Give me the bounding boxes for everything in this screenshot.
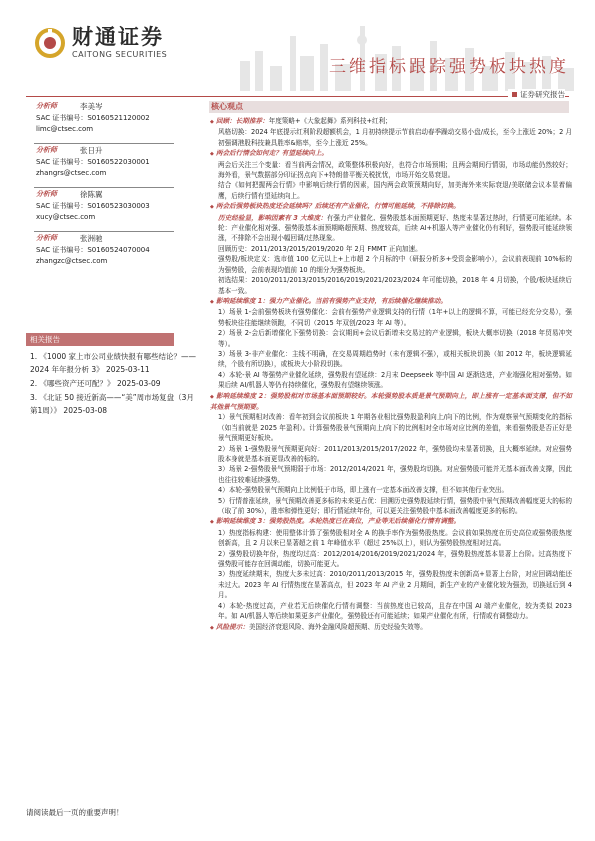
- diamond-bullet-icon: ◆: [210, 519, 214, 526]
- related-report-title[interactable]: 1. 《1000 家上市公司业绩快报有哪些结论？——2024 年年报分析 3》: [30, 352, 197, 374]
- analyst-card: [34, 100, 174, 143]
- analyst-card: [34, 231, 174, 275]
- core-view-paragraph: [210, 349, 572, 370]
- related-reports-heading: 相关报告: [26, 333, 174, 346]
- analyst-cert: SAC 证书编号：S0160522030001: [36, 158, 150, 166]
- para-highlight: 风险提示：: [215, 622, 249, 631]
- para-text: 2）场景 1-强势股景气预期更向好：2011/2013/2015/2017/2022 年，强势股均未显著切换，且大概率延续。对应强势股本身就是基本面更显改善的标的。: [218, 444, 572, 463]
- core-view-paragraph: [210, 296, 572, 307]
- analyst-name: 李美岑: [80, 102, 103, 111]
- core-view-paragraph: [210, 391, 572, 413]
- analyst-email[interactable]: xucy@ctsec.com: [36, 213, 96, 221]
- core-view-paragraph: [210, 622, 572, 633]
- logo-text-en: CAITONG SECURITIES: [72, 50, 168, 59]
- para-text: 美国经济衰退风险、海外金融风险超预期、历史经验失效等。: [248, 622, 427, 631]
- related-report-date: 2025-03-09: [116, 379, 161, 388]
- diamond-bullet-icon: ◆: [210, 204, 214, 211]
- core-view-paragraph: [210, 464, 572, 485]
- core-view-paragraph: [210, 254, 572, 275]
- para-text: 年度策略+《大象起舞》系列科技+红利；: [268, 117, 392, 125]
- logo-icon: [34, 27, 66, 59]
- para-text: 有强力产业催化、强势股基本面预期更好、热度未显著过热时，行情更可能延续。本轮：产业催化相对强、强势股基本面预期略超预期、热度较高，后续 AI+机器人等产业催化仍有利好，强势股可能延续领涨，不排除不会出现小幅回调/过热现象。: [218, 213, 573, 243]
- core-view-paragraph: [210, 160, 572, 181]
- core-view-paragraph: [210, 148, 572, 159]
- diamond-bullet-icon: ◆: [210, 151, 214, 158]
- para-text: 结合《如何把握两会行情》中影响后续行情的因素，国内两会政策预期向好，加美海外来实际衰退/美联储会议本显着偏鹰，后续行情有望延续向上。: [218, 181, 572, 200]
- analyst-name: 张日升: [80, 146, 103, 155]
- analyst-card: [34, 187, 174, 231]
- para-highlight: 历史经验显，影响因素有 3 大维度：: [218, 213, 327, 222]
- analyst-cert: SAC 证书编号：S0160521120002: [36, 114, 150, 122]
- para-text: 5）行情普涨延续，景气预期改善更多标的未来更占优：回溯历史强势股延续行情，强势股中景气预期改善幅度更大的标的（取了前 30%），胜率和弹性更好；即行情延续年份，可以更关注强势股中基本面改善幅度更多的标的。: [218, 496, 572, 516]
- related-report-date: 2025-03-08: [63, 406, 108, 415]
- core-view-paragraph: [210, 444, 572, 465]
- core-view-paragraph: [210, 307, 572, 328]
- related-report-title[interactable]: 2. 《哪些资产还可配？》: [30, 379, 115, 388]
- para-text: 初选结果：2010/2011/2013/2015/2016/2019/2021/2023/2024 年可能切换，2018 年 4 月切换，个股/板块延续后基本一致。: [218, 276, 572, 295]
- diamond-bullet-icon: ◆: [210, 119, 214, 125]
- diamond-bullet-icon: ◆: [210, 393, 214, 400]
- core-view-body: [210, 116, 572, 633]
- core-view-paragraph: [210, 244, 572, 254]
- related-report-date: 2025-03-11: [106, 365, 150, 374]
- core-view-heading-bar: [209, 101, 569, 113]
- para-highlight: 影响延续维度 1：强力产业催化。当前有强势产业支持，有后续催化继续推动。: [215, 296, 447, 305]
- related-report-item[interactable]: [30, 391, 200, 417]
- square-bullet-icon: [512, 92, 517, 97]
- analyst-list: [34, 100, 174, 275]
- para-lead: 回顾：: [215, 117, 236, 125]
- para-highlight: 两会后强势板块热度还会延续吗？后续还有产业催化，行情可能延续，不排除切换。: [215, 202, 460, 211]
- core-view-paragraph: [210, 496, 572, 517]
- diamond-bullet-icon: ◆: [210, 624, 214, 631]
- para-text: 两会后关注三个变量：看当前两会情况，政策整体积极向好，也符合市场预期；且两会期间行情弱，市场动能仍然较好；海外看，景气数据部分印证拐点向下+特朗普平衡关税扰忧，市场开始交易衰退。: [218, 160, 572, 180]
- core-view-paragraph: [210, 412, 572, 443]
- analyst-email[interactable]: limc@ctsec.com: [36, 125, 94, 133]
- para-text: 1）景气预期相对改善：看年初到会议前板块 1 年期各业相比强势股盈利向上/向下的比例，作为观察景气预期变化的指标（如当前就是 2025 年盈利）。计算强势股景气预期向上/向下的比例相对全市场对应比例的差值，来看强势股是否正好是景气预期更好板块。: [218, 413, 572, 443]
- disclaimer-note: 请阅读最后一页的重要声明！: [26, 808, 124, 817]
- core-view-paragraph: [210, 201, 572, 212]
- para-text: 4）本轮-景 AI 等强势产业催化延续，强势股有望延续：2月末 Deepseek 等中国 AI 逐渐迭进，产业端强化相对强势。如果后续 AI/机器人等仍有持续催化，强势股有望继续领涨。: [218, 370, 572, 390]
- para-text: 2）场景 2-会后新增催化下强势切换：会议期间+会议后新增未交易过的产业逻辑，板块大概率切换（2018 年贸易冲突等）。: [218, 329, 572, 348]
- analyst-email[interactable]: zhangzc@ctsec.com: [36, 257, 108, 265]
- para-text: 3）热度延续期末，热度大多未过高：2010/2011/2013/2015 年，强势股热度未创新高+显著上台阶，对应回调动能还未过大。2023 年 AI 行情热度在显著高点，但 2023 年 AI 产业 2 月期间，新生产业的产业催化较为强劲，切换延后到 4 月。: [218, 570, 572, 600]
- para-text: 4）本轮-强势股景气预期向上比例低于市场，即上涨有一定基本面改善支撑，但不如其他行业突出。: [218, 486, 509, 495]
- core-view-paragraph: [210, 116, 572, 127]
- core-view-paragraph: [210, 485, 572, 495]
- report-title: 三维指标跟踪强势板块热度: [329, 57, 569, 77]
- analyst-name: 张洲驰: [80, 234, 103, 243]
- analyst-cert: SAC 证书编号：S0160523030003: [36, 202, 150, 210]
- para-highlight: 影响延续维度 2：强势股相对市场基本面预期较好。本轮强势股本质是景气预期向上，即上涨有一定基本面支撑，但不如其他景气预期要。: [210, 391, 572, 411]
- para-text: 1）热度指标构建：使用整体计算了强势股相对全 A 的换手率作为强势股热度。会议前如果热度在历史高位或强势股热度创新高，且 2 月以来已显著超之前 1 年峰值水平（超过 25%以上），则认为强势股热度相对过高。: [218, 528, 572, 548]
- para-text: 3）场景 2-强势股景气预期弱于市场：2012/2014/2021 年，强势股均切换。对应强势股可能并无基本面改善支撑，因此也往往较难延续强势。: [218, 465, 572, 484]
- doc-type-text: 证券研究报告: [520, 90, 565, 99]
- analyst-role: 分析师: [36, 146, 57, 154]
- analyst-email[interactable]: zhangrs@ctsec.com: [36, 169, 107, 177]
- core-view-paragraph: [210, 549, 572, 570]
- related-report-item[interactable]: [30, 377, 200, 390]
- para-highlight: 两会后行情会如何走？有望延续向上。: [215, 149, 328, 158]
- core-view-paragraph: [210, 127, 572, 148]
- header-divider: [26, 96, 569, 97]
- company-logo: [34, 26, 167, 59]
- diamond-bullet-icon: ◆: [210, 298, 214, 305]
- core-view-paragraph: [210, 213, 572, 244]
- para-text: 回顾历史：2011/2013/2015/2019/2020 年 2月 FMMT 正向加速。: [218, 244, 422, 253]
- analyst-role: 分析师: [36, 102, 57, 110]
- para-text: 1）场景 1-会前强势板块有强势催化：会前有强势产业逻辑支持的行情（1年+以上的逻辑不算，可能已经充分交易），强势板块往往能继续领跑，不同切（2015 年双创/2023 年 AI 等）。: [218, 308, 572, 327]
- analyst-cert: SAC 证书编号：S0160524070004: [36, 246, 150, 254]
- para-highlight: 长期推荐：: [235, 117, 269, 125]
- analyst-role: 分析师: [36, 190, 57, 198]
- related-report-title[interactable]: 3. 《北证 50 接近新高——“美”周市场复盘（3月第1周）》: [30, 393, 194, 415]
- para-text: 2）强势股切换年份，热度均过高：2012/2014/2016/2019/2021/2024 年，强势股热度基本显著上台阶。过高热度下强势股可能存在回调动能，切换可能更大。: [218, 549, 572, 569]
- core-view-paragraph: [210, 516, 572, 527]
- para-highlight: 影响延续维度 3：强势股热度。本轮热度已在高位，产业等无后续催化行情有调整。: [215, 517, 461, 526]
- related-report-item[interactable]: [30, 350, 200, 376]
- logo-text-cn: 财通证券: [72, 25, 164, 49]
- core-view-paragraph: [210, 328, 572, 349]
- core-view-heading: 核心观点: [211, 102, 243, 111]
- analyst-card: [34, 143, 174, 187]
- para-text: 4）本轮-热度过高，产业若无后续催化行情有调整：当前热度也已较高，且存在中国 AI 端产业催化，较为类似 2023 年。如 AI/机器人等后续如果更多产业催化，强势股还有可能延续；如果产业催化有所，行情或有调整动力。: [218, 601, 572, 621]
- para-text: 强势股/板块定义：选市值 100 亿元以上+上市超 2 个月标的中（研报分析多+受资金影响小），会议前表现前 10%标的为强势股，会前表现均值前 10 的细分为强势板块。: [218, 255, 572, 274]
- para-text: 3）场景 3-非产业催化：主线不明确，在交易周期趋势时（未有逻辑不强），或相关板块切换（如 2012 年，板块逻辑延续，个股有所切换），或板块大小阶段切换。: [218, 349, 572, 369]
- core-view-paragraph: [210, 601, 572, 622]
- core-view-paragraph: [210, 180, 572, 201]
- core-view-paragraph: [210, 370, 572, 391]
- doc-type-label: [508, 89, 565, 100]
- para-text: 风格切换：2024 年底提示红利阶段超额机会，1 月初持续提示节前启动春季躁动交易小盘/成长，至今上涨近 20%；2 月初强调港股科技兼具胜率&赔率，至今上涨近 25%。: [218, 128, 572, 147]
- core-view-paragraph: [210, 569, 572, 600]
- core-view-paragraph: [210, 528, 572, 549]
- analyst-role: 分析师: [36, 234, 57, 242]
- core-view-paragraph: [210, 275, 572, 296]
- related-reports-list: [30, 350, 200, 418]
- analyst-name: 徐陈翼: [80, 190, 103, 199]
